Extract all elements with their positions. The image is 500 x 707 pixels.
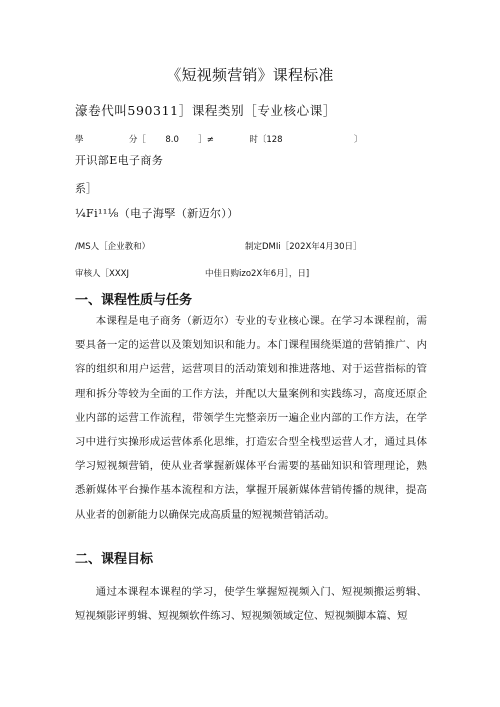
credits-hours-line xyxy=(75,133,362,145)
department-continuation: 系］ xyxy=(75,182,97,195)
course-code-line: 濠卷代叫590311］课程类别［专业核心课］ xyxy=(75,103,336,118)
hours-close: 〕 xyxy=(353,135,363,145)
reviewer-line xyxy=(75,267,129,279)
review-date: 中佳日购izo2X年6月］，日] xyxy=(205,269,310,279)
date-line xyxy=(245,240,362,252)
page-title: 《短视频营销》课程标准 xyxy=(166,66,334,84)
credits-value: 8.0 xyxy=(165,135,179,145)
hours-label: 时〔128 xyxy=(249,135,283,145)
credits-mid: 分［ xyxy=(128,135,146,145)
review-date-line xyxy=(205,267,309,279)
section-paragraph-objectives: 通过本课程本课程的学习，使学生掌握短视频入门、短视频搬运剪辑、短视频影评剪辑、短视频软件练习、短视频领域定位、短视频脚本篇、短 xyxy=(75,586,427,623)
section-heading-objectives: 二、课程目标 xyxy=(75,552,154,567)
section-paragraph-nature: 本课程是电子商务（新迈尔）专业的专业核心课。在学习本课程前，需要具备一定的运营以及策划知识和能力。本门课程围绕渠道的营销推广、内容的组织和用户运营，运营项目的活动策划和推进落地、对于运营指标的管理和拆分等较为全面的工作方法，并配以大量案例和实践练习，高度还原企业内部的运营工作流程，带领学生完整亲历一遍企业内部的工作方法，在学习中进行实操形成运营体系化思维，打造宏合型全栈型运营人才，通过具体学习短视频营销，使从业者掌握新媒体平台需要的基础知识和管理理论，熟悉新媒体平台操作基本流程和方法，掌握开展新媒体营销传播的规律，提高从业者的创新能力以确保完成高质量的短视频营销活动。 xyxy=(75,315,427,521)
author-line xyxy=(75,240,150,252)
hours-separator: ］≠ xyxy=(198,135,214,145)
author-label: /MS人［企业教和） xyxy=(75,242,151,252)
department-line: 开识部E电子商务 xyxy=(75,154,164,167)
reviewer-label: 审核人［XXXJ xyxy=(75,269,129,279)
date-label: 制定DMIi［202X年4月30日］ xyxy=(245,242,362,252)
credits-label: 學 xyxy=(75,135,84,145)
major-line: ¼Fi¹¹⅛（电子海孯（新迈尔）） xyxy=(75,207,239,220)
section-heading-nature: 一、课程性质与任务 xyxy=(75,293,193,308)
